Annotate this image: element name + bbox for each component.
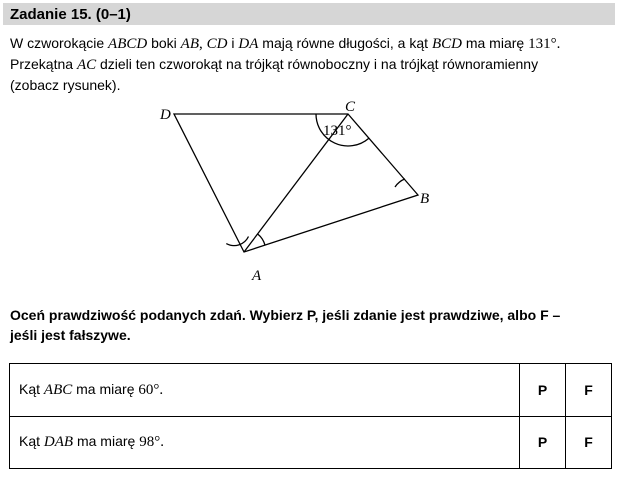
statement-row [10,364,612,417]
answer-f-1[interactable]: F [566,364,612,417]
quadrilateral-figure [155,95,445,290]
instruction [10,305,610,345]
math-da: DA [238,36,259,52]
answer-p-1[interactable]: P [520,364,566,417]
intro-text: i [231,35,235,51]
instruction-line-2: jeśli jest fałszywe. [10,327,131,343]
intro-line-1 [10,33,610,54]
math-abc: ABC [43,381,73,398]
statement-text: ma miarę [76,380,135,397]
statement-2 [10,416,520,469]
math-98: 98°. [139,434,164,451]
intro-text: Przekątna [10,56,74,72]
math-abcd: ABCD [108,36,148,52]
angle-label-131: 131° [323,123,352,139]
answer-f-2[interactable]: F [566,416,612,469]
intro-line-2 [10,54,610,75]
task-header [3,3,615,25]
intro-text: ma miarę [465,35,525,51]
statement-text: ma miarę [76,433,136,450]
true-false-table [9,363,612,469]
statement-text: Kąt [19,433,41,450]
answer-p-2[interactable]: P [520,416,566,469]
math-ac: AC [76,57,97,73]
math-cd: CD [206,36,228,52]
vertex-label-a: A [252,268,262,284]
math-dab: DAB [43,434,74,451]
intro-line-3: (zobacz rysunek). [10,77,121,93]
vertex-label-b: B [420,191,430,207]
intro-text: W czworokącie [10,35,105,51]
math-bcd: BCD [431,36,462,52]
math-131: 131°. [528,36,561,52]
task-description [10,33,610,95]
vertex-label-d: D [160,107,171,123]
intro-text: dzieli ten czworokąt na trójkąt równoboczny i na trójkąt równoramienny [100,56,539,72]
instruction-line-1: Oceń prawdziwość podanych zdań. Wybierz P, jeśli zdanie jest prawdziwe, albo F – [10,307,561,323]
vertex-label-c: C [345,99,356,115]
math-60: 60°. [138,381,164,398]
task-title: Zadanie 15. (0–1) [10,6,131,23]
math-ab: AB [180,36,199,52]
intro-text: boki [151,35,177,51]
intro-text: mają równe długości, a kąt [262,35,429,51]
statement-1 [10,364,520,417]
angle-arc-a [226,179,405,246]
statement-text: Kąt [19,380,41,397]
comma: , [199,36,203,52]
statement-row [10,416,612,469]
